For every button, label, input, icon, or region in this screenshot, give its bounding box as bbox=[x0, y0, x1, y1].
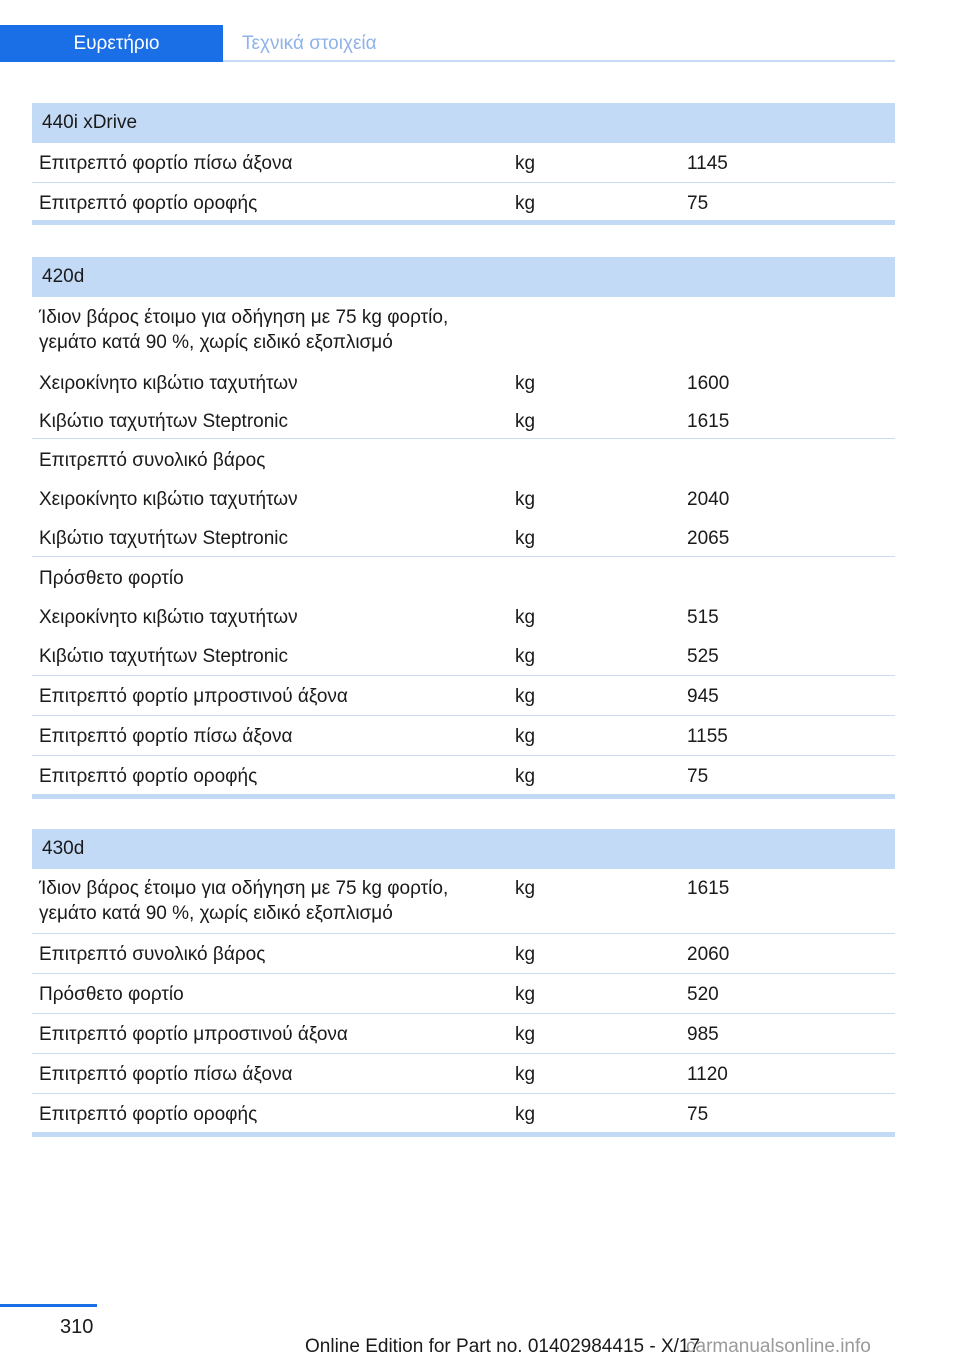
table-row bbox=[32, 361, 895, 401]
footer-accent-line bbox=[0, 1304, 97, 1307]
tab-index[interactable] bbox=[0, 25, 223, 62]
header-tabs bbox=[0, 25, 895, 62]
table-title: 420d bbox=[42, 266, 85, 287]
row-value: 1600 bbox=[687, 373, 730, 394]
tab-underline bbox=[223, 60, 895, 62]
row-label: Επιτρεπτό φορτίο πίσω άξονα bbox=[39, 726, 293, 747]
table-row bbox=[32, 1014, 895, 1054]
row-label: Επιτρεπτό φορτίο πίσω άξονα bbox=[39, 153, 293, 174]
edition-text: Online Edition for Part no. 01402984415 - X/17 bbox=[305, 1336, 701, 1357]
row-unit: kg bbox=[515, 607, 536, 628]
table-footer-bar bbox=[32, 1132, 895, 1137]
table-row bbox=[32, 557, 895, 597]
row-label: Κιβώτιο ταχυτήτων Steptronic bbox=[39, 411, 289, 432]
row-label: Επιτρεπτό συνολικό βάρος bbox=[39, 450, 266, 471]
table-row bbox=[32, 1054, 895, 1094]
row-label: Επιτρεπτό φορτίο πίσω άξονα bbox=[39, 1064, 293, 1085]
table-row bbox=[32, 143, 895, 183]
row-unit: kg bbox=[515, 726, 536, 747]
table-header bbox=[32, 103, 895, 143]
table-row bbox=[32, 1094, 895, 1132]
row-unit: kg bbox=[515, 1024, 536, 1045]
row-label: Κιβώτιο ταχυτήτων Steptronic bbox=[39, 528, 289, 549]
row-value: 2065 bbox=[687, 528, 730, 549]
row-unit: kg bbox=[515, 411, 536, 432]
row-label: Επιτρεπτό φορτίο οροφής bbox=[39, 1104, 258, 1125]
table-row bbox=[32, 183, 895, 220]
row-value: 1615 bbox=[687, 878, 730, 899]
row-unit: kg bbox=[515, 528, 536, 549]
row-value: 1120 bbox=[687, 1064, 728, 1085]
table-footer-bar bbox=[32, 794, 895, 799]
row-label: Χειροκίνητο κιβώτιο ταχυτήτων bbox=[39, 607, 298, 628]
row-unit: kg bbox=[515, 489, 536, 510]
table-title: 430d bbox=[42, 838, 85, 859]
row-unit: kg bbox=[515, 1104, 536, 1125]
row-label: Επιτρεπτό συνολικό βάρος bbox=[39, 944, 266, 965]
row-label: Ίδιον βάρος έτοιμο για οδήγηση με 75 kg φορτίο, γεμάτο κατά 90 %, χωρίς ειδικό εξοπλισμό bbox=[39, 307, 449, 353]
row-value: 525 bbox=[687, 646, 719, 667]
watermark: carmanualsonline.info bbox=[686, 1336, 871, 1357]
table-row bbox=[32, 756, 895, 794]
row-value: 515 bbox=[687, 607, 719, 628]
table-title: 440i xDrive bbox=[42, 112, 138, 133]
table-row bbox=[32, 869, 895, 934]
row-value: 2060 bbox=[687, 944, 730, 965]
row-label: Επιτρεπτό φορτίο οροφής bbox=[39, 766, 258, 787]
table-row bbox=[32, 297, 895, 361]
row-label: Επιτρεπτό φορτίο μπροστινού άξονα bbox=[39, 686, 348, 707]
row-label: Πρόσθετο φορτίο bbox=[39, 984, 184, 1005]
row-unit: kg bbox=[515, 373, 536, 394]
table-header bbox=[32, 257, 895, 297]
row-unit: kg bbox=[515, 646, 536, 667]
row-value: 520 bbox=[687, 984, 719, 1005]
page-number: 310 bbox=[60, 1316, 94, 1338]
table-row bbox=[32, 974, 895, 1014]
row-value: 985 bbox=[687, 1024, 719, 1045]
row-unit: kg bbox=[515, 944, 536, 965]
table-header bbox=[32, 829, 895, 869]
row-unit: kg bbox=[515, 984, 536, 1005]
row-value: 1155 bbox=[687, 726, 728, 747]
row-value: 75 bbox=[687, 766, 709, 787]
spec-table-440i bbox=[32, 103, 895, 225]
table-row bbox=[32, 636, 895, 676]
row-value: 2040 bbox=[687, 489, 730, 510]
row-unit: kg bbox=[515, 153, 536, 174]
table-row bbox=[32, 934, 895, 974]
spec-table-420d bbox=[32, 257, 895, 799]
table-row bbox=[32, 401, 895, 439]
table-row bbox=[32, 597, 895, 636]
row-value: 75 bbox=[687, 1104, 709, 1125]
row-value: 1615 bbox=[687, 411, 730, 432]
table-row bbox=[32, 479, 895, 518]
tab-index-label: Ευρετήριο bbox=[73, 32, 160, 54]
row-unit: kg bbox=[515, 766, 536, 787]
tab-technical-data[interactable] bbox=[242, 25, 377, 62]
row-unit: kg bbox=[515, 686, 536, 707]
tab-technical-data-label: Τεχνικά στοιχεία bbox=[242, 32, 377, 54]
row-label: Επιτρεπτό φορτίο μπροστινού άξονα bbox=[39, 1024, 348, 1045]
row-label: Κιβώτιο ταχυτήτων Steptronic bbox=[39, 646, 289, 667]
table-row bbox=[32, 676, 895, 716]
row-value: 75 bbox=[687, 193, 709, 214]
table-footer-bar bbox=[32, 220, 895, 225]
row-unit: kg bbox=[515, 878, 536, 899]
row-label: Χειροκίνητο κιβώτιο ταχυτήτων bbox=[39, 373, 298, 394]
row-label: Πρόσθετο φορτίο bbox=[39, 568, 184, 589]
row-value: 945 bbox=[687, 686, 719, 707]
table-row bbox=[32, 518, 895, 557]
row-unit: kg bbox=[515, 1064, 536, 1085]
row-label: Χειροκίνητο κιβώτιο ταχυτήτων bbox=[39, 489, 298, 510]
row-unit: kg bbox=[515, 193, 536, 214]
row-label: Επιτρεπτό φορτίο οροφής bbox=[39, 193, 258, 214]
table-row bbox=[32, 716, 895, 756]
table-row bbox=[32, 439, 895, 479]
row-label: Ίδιον βάρος έτοιμο για οδήγηση με 75 kg φορτίο, γεμάτο κατά 90 %, χωρίς ειδικό εξοπλισμό bbox=[39, 878, 449, 924]
spec-table-430d bbox=[32, 829, 895, 1137]
row-value: 1145 bbox=[687, 153, 728, 174]
